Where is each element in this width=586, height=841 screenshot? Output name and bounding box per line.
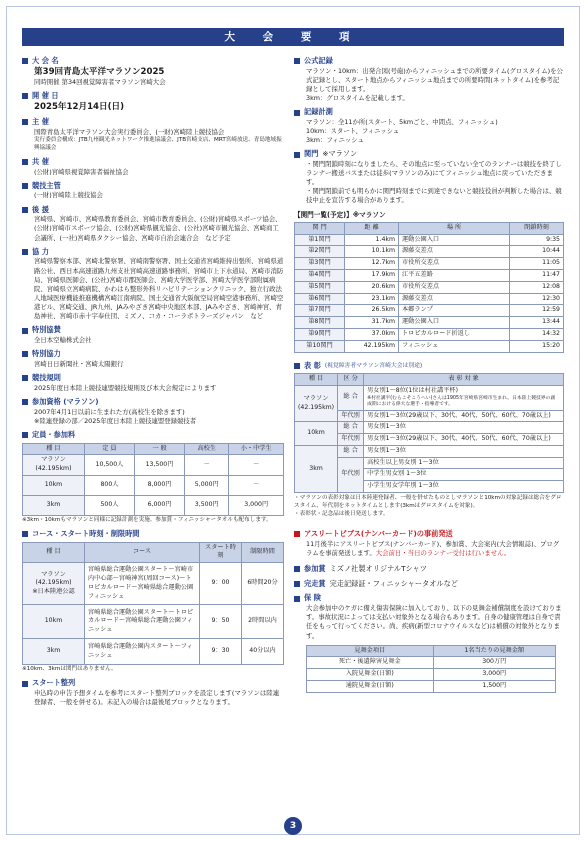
table-header: 種 目 <box>295 374 338 386</box>
gate-table <box>294 222 564 353</box>
square-bullet-icon <box>22 93 28 99</box>
table-header: 見舞金項目 <box>307 645 434 657</box>
square-bullet-icon <box>22 249 28 255</box>
left-column <box>22 52 284 707</box>
table-row <box>295 246 564 258</box>
table-cell: 10km <box>23 605 85 639</box>
table-cell: 市役所交差点 <box>399 281 510 293</box>
table-cell: 12:59 <box>510 305 564 317</box>
table-cell: 総 合 <box>338 445 364 457</box>
table-cell: 17.9km <box>345 270 399 282</box>
table-cell: 第6関門 <box>295 293 345 305</box>
table-cell: マラソン (42.195km) ※日本陸連公認 <box>23 563 85 605</box>
table-cell: 14:32 <box>510 329 564 341</box>
table-header: 関 門 <box>295 222 345 234</box>
section-name: 大 会 名 <box>22 56 284 67</box>
square-bullet-icon <box>22 207 28 213</box>
square-bullet-icon <box>294 596 300 602</box>
table-header: 定 員 <box>84 443 134 455</box>
table-cell: トロピカルロード折返し <box>399 329 510 341</box>
section-special-coop: 特別協力 <box>22 349 284 360</box>
event-date: 2025年12月14日(日) <box>34 101 125 112</box>
table-cell: マラソン (42.195km) <box>295 386 338 422</box>
right-column <box>294 52 564 693</box>
table-cell: 3,500円 <box>185 495 229 515</box>
table-header: 区 分 <box>338 374 364 386</box>
table-cell: 第8関門 <box>295 317 345 329</box>
rules-text: 2025年度日本陸上競技連盟競技規則及び本大会規定によります <box>34 383 217 392</box>
table-header: 表 彰 対 象 <box>364 374 564 386</box>
table-cell: 8,000円 <box>134 475 184 495</box>
section-host: 主 催 <box>22 117 284 128</box>
table-row <box>295 293 564 305</box>
square-bullet-icon <box>22 681 28 687</box>
gates-rule-2: ・関門閉鎖前でも明らかに関門時刻までに到達できないと競技役員が判断した場合は、競技中止を宣告する場合があります。 <box>306 187 562 205</box>
table-cell: 10km <box>295 422 338 446</box>
support-text: 宮崎県、宮崎市、宮崎県教育委員会、宮崎市教育委員会、(公財)宮崎県スポーツ協会、(公財)宮崎市スポーツ協会、(公財)宮崎県観光協会、(公社)宮崎市観光協会、宮崎商工会議所、(一社)宮崎県タクシー協会、宮崎市自治会連合会 など予定 <box>34 215 282 242</box>
table-cell: 12:08 <box>510 281 564 293</box>
table-cell: － <box>185 455 229 476</box>
square-bullet-icon <box>294 581 300 587</box>
eligibility-text: 2007年4月1日以前に生まれた方(高校生を除きます) <box>34 407 185 416</box>
page-banner: 大 会 要 項 <box>22 28 564 46</box>
award-table <box>294 373 564 493</box>
table-cell: 総 合 <box>338 422 364 434</box>
table-row <box>295 234 564 246</box>
table-cell: 15:20 <box>510 340 564 352</box>
square-bullet-icon <box>294 58 300 64</box>
table-header: 高校生 <box>185 443 229 455</box>
table-cell: 運動公園入口 <box>399 234 510 246</box>
table-row <box>295 270 564 282</box>
table-cell: 第4関門 <box>295 270 345 282</box>
capacity-table <box>22 443 284 516</box>
authority-text: (一財)宮崎陸上競技協会 <box>34 191 103 200</box>
square-bullet-icon <box>22 328 28 334</box>
section-authority: 競技主管 <box>22 181 284 192</box>
table-cell: 42.195km <box>345 340 399 352</box>
table-cell: 10,500人 <box>84 455 134 476</box>
square-bullet-icon <box>22 399 28 405</box>
table-cell: 10:44 <box>510 246 564 258</box>
section-finisher: 完走賞 完走記録証・フィニッシャータオルなど <box>294 579 564 590</box>
table-cell: 3,000円 <box>229 495 284 515</box>
table-cell: 11:47 <box>510 270 564 282</box>
table-cell: 年代別 <box>338 410 364 422</box>
table-cell: 男女別1～8位(1位は村社講平杯) ※村社講平(むらこそこうへい)さんは1905年宮崎県宮崎市生まれ。日本陸上競技界の創成期における偉大な選手・指導者です。 <box>364 386 564 410</box>
section-cohost: 共 催 <box>22 157 284 168</box>
table-cell: 源藤交差点 <box>399 246 510 258</box>
square-bullet-icon <box>294 110 300 116</box>
table-cell: 12:30 <box>510 293 564 305</box>
table-cell: 入院見舞金(日額) <box>307 669 434 681</box>
section-cooperation: 協 力 <box>22 247 284 258</box>
section-capacity: 定員・参加料 <box>22 430 284 441</box>
table-cell: 3km <box>23 639 85 665</box>
square-bullet-icon <box>22 159 28 165</box>
measurement-marathon: マラソン：全11か所(スタート、5kmごと、中間点、フィニッシュ) <box>306 117 498 126</box>
table-cell: 13:44 <box>510 317 564 329</box>
table-header: 閉鎖時刻 <box>510 222 564 234</box>
square-bullet-icon <box>294 531 300 537</box>
table-cell: 3,000円 <box>433 669 555 681</box>
table-cell: 第1関門 <box>295 234 345 246</box>
table-row <box>295 317 564 329</box>
table-row <box>295 258 564 270</box>
table-cell: 男女別1～3位(29歳以下、30代、40代、50代、60代、70歳以上) <box>364 434 564 446</box>
table-cell: 源藤交差点 <box>399 293 510 305</box>
table-cell: 高校生以上男女別 1～3位 <box>364 457 564 469</box>
table-cell: 宮崎県総合運動公園内スタート～フィニッシュ <box>85 639 200 665</box>
table-header: 小・中学生 <box>229 443 284 455</box>
bib-text: 11月後半にアスリートビブス(ナンバーカード)、参加賞、大会案内(大会情報誌)、プログラムを事前発送します。大会前日・当日のランナー受付は行いません。 <box>306 539 560 557</box>
table-header: コース <box>85 542 200 563</box>
table-cell: 宮崎県総合運動公園スタート～トロピカルロード～宮崎県総合運動公園フィニッシュ <box>85 605 200 639</box>
award-note: ・マラソンの表彰対象は日本陸連登録者、一般を併せたものとしマラソンと10kmの対象記録は総合をグロスタイム、年代別をネットタイムとします(3kmはグロスタイムを対象)。 ・表彰状・記念品は後日発送します。 <box>294 495 562 517</box>
table-cell: 通院見舞金(日額) <box>307 681 434 693</box>
gate-table-title: 【関門一覧(予定)】※マラソン <box>294 210 386 219</box>
event-subname: 同時開催 第34回視覚障害者マラソン宮崎大会 <box>34 77 166 86</box>
table-header: 制限時間 <box>242 542 284 563</box>
table-cell: 1.4km <box>345 234 399 246</box>
table-cell: 13,500円 <box>134 455 184 476</box>
section-support: 後 援 <box>22 205 284 216</box>
host-text: 国際青島太平洋マラソン大会実行委員会、(一財)宮崎陸上競技協会 <box>34 127 225 136</box>
table-cell: 9：30 <box>200 639 242 665</box>
table-header: スタート時刻 <box>200 542 242 563</box>
measurement-3km: 3km：フィニッシュ <box>306 136 364 145</box>
table-cell: 12.7km <box>345 258 399 270</box>
records-text-3km: 3km：グロスタイムを記載します。 <box>306 94 409 103</box>
table-cell: 死亡・後遺障害見舞金 <box>307 657 434 669</box>
table-row <box>295 281 564 293</box>
section-course: コース・スタート時刻・制限時間 <box>22 529 284 540</box>
table-cell: 5,000円 <box>185 475 229 495</box>
table-cell: 6時間20分 <box>242 563 284 605</box>
table-cell: 500人 <box>84 495 134 515</box>
square-bullet-icon <box>294 566 300 572</box>
section-awards: 表 彰 (視覚障害者マラソン宮崎大会は別途) <box>294 361 564 372</box>
insurance-table <box>306 645 556 693</box>
table-cell: 300万円 <box>433 657 555 669</box>
table-cell: 宮崎県総合運動公園スタート～宮崎市内中心部～宮崎神宮(周回コース)～トロピカルロード～宮崎県総合運動公園フィニッシュ <box>85 563 200 605</box>
table-header: 一 般 <box>134 443 184 455</box>
table-cell: 10.1km <box>345 246 399 258</box>
table-cell: マラソン (42.195km) <box>23 455 85 476</box>
section-insurance: 保 険 <box>294 593 564 604</box>
table-cell: 中学生男女別 1～3位 <box>364 469 564 481</box>
start-text: 申込時の申告予想タイムを参考にスタート整列ブロックを設定します(マラソンは陸連登録者、一般を併せる)。未記入の場合は最後尾ブロックとなります。 <box>34 689 280 707</box>
table-cell: フィニッシュ <box>399 340 510 352</box>
section-rules: 競技規則 <box>22 373 284 384</box>
event-name: 第39回青島太平洋マラソン2025 <box>34 66 165 77</box>
special-coop-text: 宮崎日日新聞社・宮崎太陽銀行 <box>34 359 124 368</box>
section-gift: 参加賞 ミズノ社製オリジナルTシャツ <box>294 564 564 575</box>
course-table <box>22 542 284 666</box>
page-number: 3 <box>284 817 302 835</box>
table-cell: 男女別1～3位(29歳以下、30代、40代、50代、60代、70歳以上) <box>364 410 564 422</box>
capacity-note: ※3km・10kmもマラソンと同様に記録計測を実施。参加賞・フィニッシャータオルも配布します。 <box>22 516 272 523</box>
square-bullet-icon <box>22 119 28 125</box>
table-cell: 第5関門 <box>295 281 345 293</box>
section-sponsor: 特別協賛 <box>22 325 284 336</box>
square-bullet-icon <box>22 58 28 64</box>
cohost-text: (公財)宮崎県視覚障害者福祉協会 <box>34 167 129 176</box>
table-cell: － <box>229 475 284 495</box>
measurement-10km: 10km：スタート、フィニッシュ <box>306 127 400 136</box>
square-bullet-icon <box>294 363 300 369</box>
section-measurement: 記録計測 <box>294 107 564 118</box>
table-cell: 第7関門 <box>295 305 345 317</box>
table-cell: 9:35 <box>510 234 564 246</box>
table-cell: 小学生男女学年別 1～3位 <box>364 481 564 493</box>
section-eligibility: 参加資格 (マラソン) <box>22 397 284 408</box>
table-cell: 20.6km <box>345 281 399 293</box>
section-bib: アスリートビブス(ナンバーカード)の事前発送 <box>294 529 564 540</box>
square-bullet-icon <box>22 351 28 357</box>
section-date: 開 催 日 <box>22 91 284 102</box>
section-gates: 関門 ※マラソン <box>294 149 564 160</box>
table-cell: 本郷ランプ <box>399 305 510 317</box>
square-bullet-icon <box>22 183 28 189</box>
section-records: 公式記録 <box>294 56 564 67</box>
table-cell: 第10関門 <box>295 340 345 352</box>
table-cell: 800人 <box>84 475 134 495</box>
insurance-text: 大会参加中のケガに備え傷害保険に加入しており、以下の見舞金補償制度を設けております。事故状況によっては支払い対象外となる場合もあります。自身の健康管理は自身で責任をもって行ってください。尚、疾病(新型コロナウイルスなど)は補償の対象外となります。 <box>306 604 562 640</box>
table-cell: 総 合 <box>338 386 364 410</box>
table-cell: 男女別1～3位 <box>364 445 564 457</box>
table-header: 距 離 <box>345 222 399 234</box>
table-header: 場 所 <box>399 222 510 234</box>
table-cell: 市役所交差点 <box>399 258 510 270</box>
table-row <box>295 305 564 317</box>
course-note: ※10km、3kmは関門はありません。 <box>22 666 117 673</box>
table-cell: 男女別1～3位 <box>364 422 564 434</box>
table-cell: 37.0km <box>345 329 399 341</box>
table-row <box>295 329 564 341</box>
table-cell: － <box>229 455 284 476</box>
gates-rule-1: ・関門閉鎖時刻になりましたら、その地点に至っていない全てのランナーは競技を終了しランナー搬送バスまたは徒歩(マラソンのみ)にてフィニッシュ地点に戻っていただきます。 <box>306 160 562 187</box>
sponsor-text: 全日本空輸株式会社 <box>34 335 92 344</box>
square-bullet-icon <box>22 375 28 381</box>
table-cell: 10km <box>23 475 85 495</box>
records-text: マラソン・10km：出発合図(号砲)からフィニッシュまでの所要タイム(グロスタイム)を公式記録とし、スタート地点からフィニッシュ地点までの所要時間(ネットタイム)を参考記録として採用します。 <box>306 66 563 93</box>
table-cell: 6,000円 <box>134 495 184 515</box>
table-header: 種 目 <box>23 443 85 455</box>
table-cell: 江平五差路 <box>399 270 510 282</box>
table-cell: 3km <box>23 495 85 515</box>
table-cell: 9：00 <box>200 563 242 605</box>
eligibility-note: ※陸連登録の部／2025年度日本陸上競技連盟登録競技者 <box>34 416 197 425</box>
table-cell: 40分以内 <box>242 639 284 665</box>
table-row <box>295 340 564 352</box>
table-cell: 11:05 <box>510 258 564 270</box>
table-cell: 第3関門 <box>295 258 345 270</box>
host-members: 実行委員会構成：JTB九州観光ネットワーク推進協議会、JTB宮崎支店、MRT宮崎放送、青島地域振興協議会 <box>34 136 282 151</box>
square-bullet-icon <box>22 531 28 537</box>
cooperation-text: 宮崎県警察本部、宮崎北警察署、宮崎南警察署、国土交通省宮崎維持出張所、宮崎県道路公社、西日本高速道路九州支社宮崎高速道路事務所、宮崎市上下水道局、宮崎市消防局、宮崎県医師会、(公社)宮崎市郡医師会、宮崎大学医学部、宮崎大学医学部附属病院、宮崎県立宮崎病院、かわはら整形外科リハビリテーションクリニック、独立行政法人地域医療機能推進機構宮崎江南病院、国土交通省大阪航空局宮崎空港事務所、宮崎空港ビル、宮崎交通、JR九州、JAみやざき宮崎中央地区本部、JAみやざき、宮崎神宮、青島神社、宮崎市赤十字奉仕団、ミズノ、コカ・コーラボトラーズジャパン など <box>34 257 284 321</box>
table-cell: 第9関門 <box>295 329 345 341</box>
table-cell: 23.1km <box>345 293 399 305</box>
table-header: 種 目 <box>23 542 85 563</box>
table-cell: 31.7km <box>345 317 399 329</box>
square-bullet-icon <box>22 432 28 438</box>
section-start: スタート整列 <box>22 678 284 689</box>
table-cell: 2時間以内 <box>242 605 284 639</box>
table-cell: 1,500円 <box>433 681 555 693</box>
square-bullet-icon <box>294 152 300 158</box>
table-cell: 26.5km <box>345 305 399 317</box>
table-cell: 9：50 <box>200 605 242 639</box>
table-cell: 年代別 <box>338 434 364 446</box>
table-cell: 第2関門 <box>295 246 345 258</box>
table-cell: 3km <box>295 445 338 492</box>
table-cell: 運動公園入口 <box>399 317 510 329</box>
table-cell: 年代別 <box>338 457 364 492</box>
table-header: 1名当たりの見舞金額 <box>433 645 555 657</box>
